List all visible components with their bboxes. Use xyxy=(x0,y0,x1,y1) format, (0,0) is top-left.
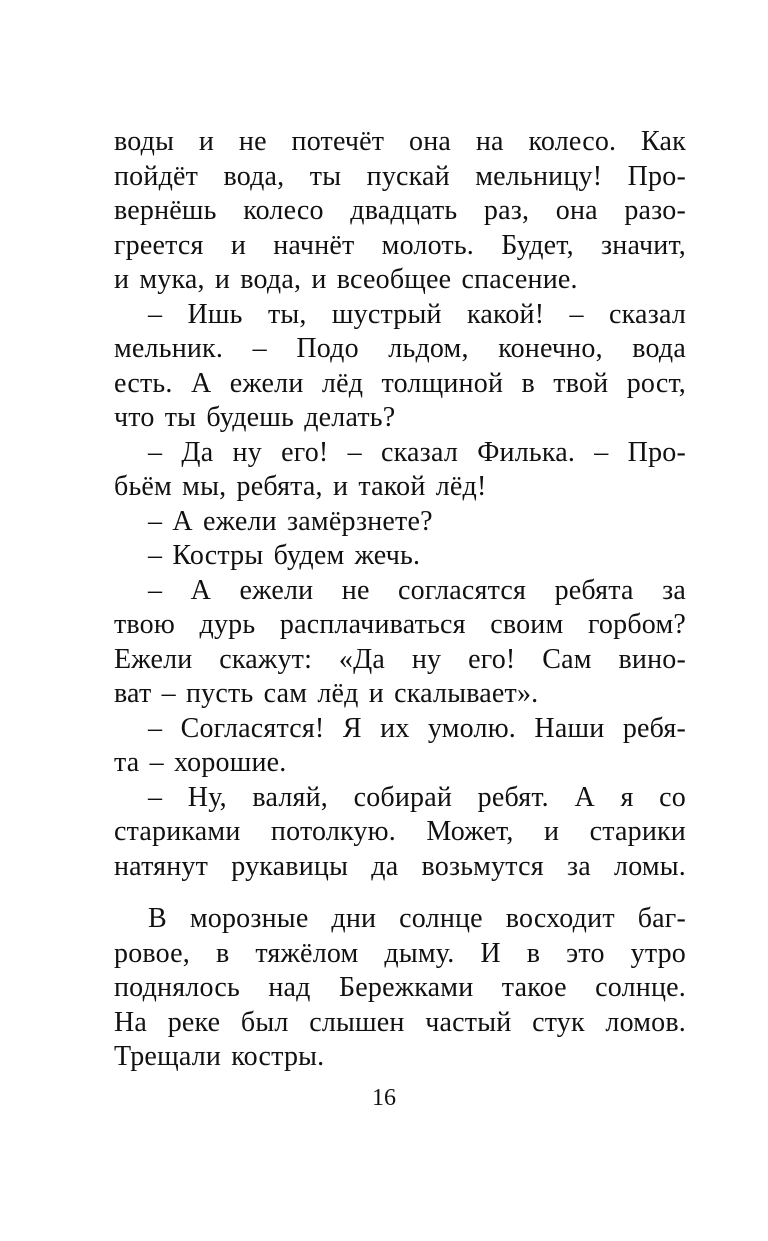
text-line: поднялось над Бережками такое солнце. xyxy=(114,972,686,1003)
text-line: – А ежели не согласятся ребята за xyxy=(148,574,686,606)
text-line: и мука, и вода, и всеобщее спасение. xyxy=(114,264,578,295)
text-line: Ежели скажут: «Да ну его! Сам вино- xyxy=(114,643,686,675)
text-line: На реке был слышен частый стук ломов. xyxy=(114,1006,686,1038)
text-line: – Ну, валяй, собирай ребят. А я со xyxy=(148,781,686,813)
text-line: – Ишь ты, шустрый какой! – сказал xyxy=(148,298,686,330)
text-line: стариками потолкую. Может, и старики xyxy=(114,816,686,847)
text-line: Трещали костры. xyxy=(114,1041,325,1072)
text-line: натянут рукавицы да возьмутся за ломы. xyxy=(114,850,686,882)
text-line: твою дурь расплачиваться своим горбом? xyxy=(114,609,686,640)
text-line: мельник. – Подо льдом, конечно, вода xyxy=(114,333,686,364)
text-line: ровое, в тяжёлом дыму. И в это утро xyxy=(114,937,686,969)
text-line: есть. А ежели лёд толщиной в твой рост, xyxy=(114,367,686,399)
text-line: пойдёт вода, ты пускай мельницу! Про- xyxy=(114,160,686,192)
text-line: греется и начнёт молоть. Будет, значит, xyxy=(114,229,686,261)
page-number: 16 xyxy=(372,1085,396,1111)
text-block-dialogue xyxy=(114,125,686,884)
text-line: бьём мы, ребята, и такой лёд! xyxy=(114,471,487,502)
text-line: – Да ну его! – сказал Филька. – Про- xyxy=(148,436,686,468)
text-line: – Костры будем жечь. xyxy=(148,540,421,571)
text-line: ват – пусть сам лёд и скалывает». xyxy=(114,678,539,709)
text-line: вернёшь колесо двадцать раз, она разо- xyxy=(114,195,686,226)
text-block-narration xyxy=(114,902,686,1075)
text-line: воды и не потечёт она на колесо. Как xyxy=(114,126,686,157)
text-line: что ты будешь делать? xyxy=(114,402,396,433)
text-line: – Согласятся! Я их умолю. Наши ребя- xyxy=(148,712,686,744)
text-line: та – хорошие. xyxy=(114,747,287,778)
text-line: В морозные дни солнце восходит баг- xyxy=(148,903,686,934)
text-line: – А ежели замёрзнете? xyxy=(148,505,433,537)
